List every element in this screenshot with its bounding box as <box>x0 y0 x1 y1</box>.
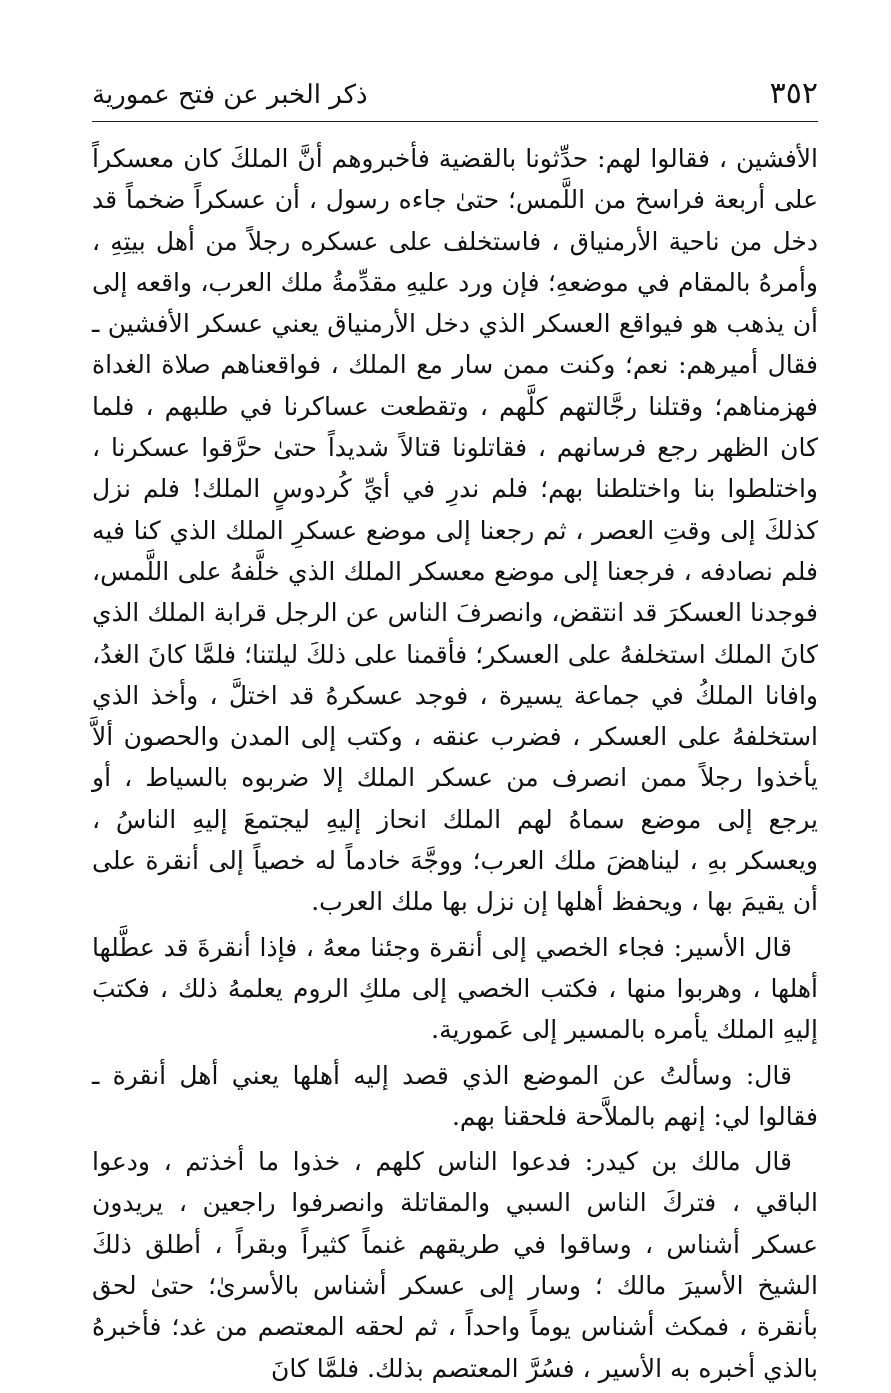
page-number: ٣٥٢ <box>769 76 818 111</box>
running-title: ذكر الخبر عن فتح عمورية <box>92 80 368 110</box>
paragraph-2: قال الأسير: فجاء الخصي إلى أنقرة وجئنا معهُ ، فإذا أنقرةَ قد عطَّلها أهلها ، وهربوا منها ، فكتب الخصي إلى ملكِ الروم يعلمهُ ذلك ، فكتبَ إليهِ الملك يأمره بالمسير إلى عَمورية. <box>92 932 818 1045</box>
paragraph-1: الأفشين ، فقالوا لهم: حدِّثونا بالقضية فأخبروهم أنَّ الملكَ كان معسكراً على أربعة فراسخ من اللَّمس؛ حتىٰ جاءه رسول ، أن عسكراً ضخماً قد دخل من ناحية الأرمنياق ، فاستخلف على عسكره رجلاً من أهل بيتِهِ ، وأمرهُ بالمقام في موضعهِ؛ فإن ورد عليهِ مقدِّمةُ ملك العرب، واقعه إلى أن يذهب هو فيواقع العسكر الذي دخل الأرمنياق يعني عسكر الأفشين ـ فقال أميرهم: نعم؛ وكنت ممن سار مع الملك ، فواقعناهم صلاة الغداة فهزمناهم؛ وقتلنا رجَّالتهم كلَّهم ، وتقطعت عساكرنا في طلبهم ، فلما كان الظهر رجع فرسانهم ، فقاتلونا قتالاً شديداً حتىٰ حرَّقوا عسكرنا ، واختلطوا بنا واختلطنا بهم؛ فلم ندرِ في أيِّ كُردوسٍ الملك! فلم نزل كذلكَ إلى وقتِ العصر ، ثم رجعنا إلى موضع عسكرِ الملك الذي كنا فيه فلم نصادفه ، فرجعنا إلى موضع معسكر الملك الذي خلَّفهُ على اللَّمس، فوجدنا العسكرَ قد انتقض، وانصرفَ الناس عن الرجل قرابة الملك الذي كانَ الملك استخلفهُ على العسكر؛ فأقمنا على ذلكَ ليلتنا؛ فلمَّا كانَ الغدُ، وافانا الملكُ في جماعة يسيرة ، فوجد عسكرهُ قد اختلَّ ، وأخذ الذي استخلفهُ على العسكر ، فضرب عنقه ، وكتب إلى المدن والحصون ألاَّ يأخذوا رجلاً ممن انصرف من عسكر الملك إلا ضربوه بالسياط ، أو يرجع إلى موضع سماهُ لهم الملك انحاز إليهِ ليجتمعَ إليهِ الناسُ ، ويعسكر بهِ ، ليناهضَ ملك العرب؛ ووجَّهَ خادماً له خصياً إلى أنقرة على أن يقيمَ بها ، ويحفظ أهلها إن نزل بها ملك العرب. <box>92 144 818 917</box>
header-rule <box>92 121 818 122</box>
body-text <box>92 138 818 1393</box>
paragraph-4: قال مالك بن كيدر: فدعوا الناس كلهم ، خذوا ما أخذتم ، ودعوا الباقي ، فتركَ الناس السبي والمقاتلة وانصرفوا راجعين ، يريدون عسكر أشناس ، وساقوا في طريقهم غنماً كثيراً وبقراً ، أطلق ذلكَ الشيخ الأسيرَ مالك ؛ وسار إلى عسكر أشناس بالأسرىٰ؛ حتىٰ لحق بأنقرة ، فمكث أشناس يوماً واحداً ، ثم لحقه المعتصم من غد؛ فأخبرهُ بالذي أخبره به الأسير ، فسُرَّ المعتصم بذلك. فلمَّا كانَ <box>92 1147 818 1383</box>
paragraph-3: قال: وسألتُ عن الموضع الذي قصد إليه أهلها يعني أهل أنقرة ـ فقالوا لي: إنهم بالملاَّحة فلحقنا بهم. <box>92 1060 818 1131</box>
page-header <box>92 70 818 122</box>
